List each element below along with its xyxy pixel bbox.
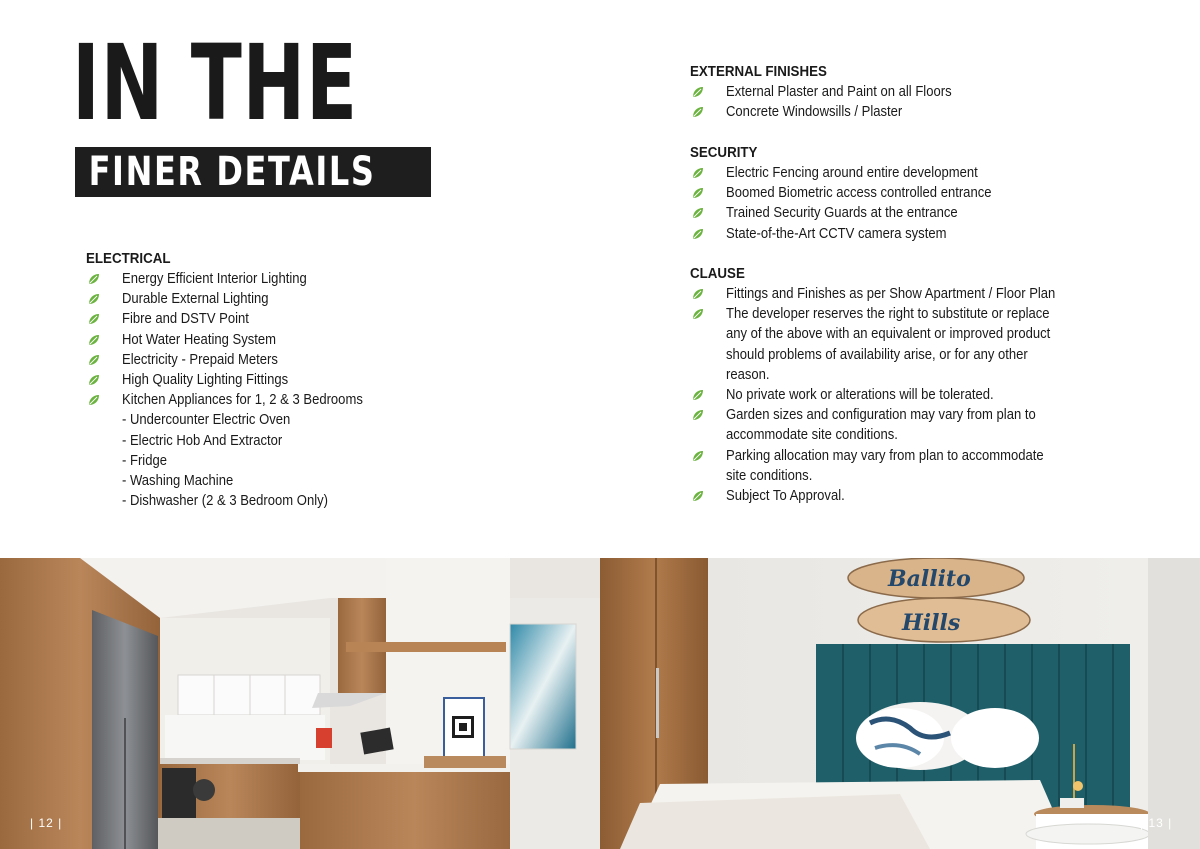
external-finishes-section: [690, 62, 1130, 122]
sub-list-item: [86, 471, 506, 491]
list-item-text: Hot Water Heating System: [122, 331, 276, 348]
clause-section: [690, 264, 1095, 506]
list-item: [690, 102, 1130, 122]
list-item: [690, 304, 1095, 385]
list-item-text: Subject To Approval.: [726, 488, 845, 505]
list-item-text: Parking allocation may vary from plan to accommodate site conditions.: [726, 447, 1044, 484]
leaf-icon: [692, 167, 704, 179]
list-item-text: High Quality Lighting Fittings: [122, 372, 289, 389]
list-item-text: No private work or alterations will be tolerated.: [726, 387, 994, 404]
list-item: [86, 330, 506, 350]
list-item: [86, 370, 506, 390]
sub-list-item: [86, 491, 506, 511]
leaf-icon: [88, 273, 100, 285]
sub-list-item-text: - Undercounter Electric Oven: [122, 412, 291, 429]
leaf-icon: [692, 308, 704, 320]
external-finishes-heading: EXTERNAL FINISHES: [690, 64, 827, 80]
list-item-text: Fittings and Finishes as per Show Apartment / Floor Plan: [726, 286, 1056, 302]
list-item-text: Fibre and DSTV Point: [122, 311, 249, 328]
leaf-icon: [692, 409, 704, 421]
leaf-icon: [692, 389, 704, 401]
list-item-text: State-of-the-Art CCTV camera system: [726, 225, 947, 242]
page-title-line1: IN THE: [72, 22, 358, 144]
list-item: [690, 82, 1130, 102]
leaf-icon: [692, 187, 704, 199]
kitchen-photo: [0, 558, 600, 849]
list-item-text: Electric Fencing around entire development: [726, 165, 978, 181]
sub-list-item: [86, 451, 506, 471]
list-item-text: Kitchen Appliances for 1, 2 & 3 Bedrooms: [122, 392, 363, 409]
list-item-text: Energy Efficient Interior Lighting: [122, 271, 307, 287]
leaf-icon: [88, 354, 100, 366]
leaf-icon: [88, 293, 100, 305]
leaf-icon: [692, 450, 704, 462]
leaf-icon: [88, 394, 100, 406]
list-item: [86, 289, 506, 309]
list-item: [690, 183, 1130, 203]
sub-list-item: [86, 431, 506, 451]
leaf-icon: [692, 228, 704, 240]
kitchen-appliances-sublist: [86, 410, 506, 511]
leaf-icon: [692, 86, 704, 98]
leaf-icon: [88, 334, 100, 346]
list-item: [690, 224, 1130, 244]
list-item-text: Garden sizes and configuration may vary from plan to accommodate site conditions.: [726, 407, 1036, 444]
list-item-text: Electricity - Prepaid Meters: [122, 351, 278, 368]
list-item: [86, 350, 506, 370]
list-item: [690, 446, 1095, 486]
bedroom-sign-line1: Ballito: [888, 566, 971, 592]
page-title-line2: FINER DETAILS: [88, 149, 376, 195]
list-item-text: Durable External Lighting: [122, 291, 269, 308]
leaf-icon: [692, 207, 704, 219]
list-item: [86, 269, 506, 289]
list-item: [86, 309, 506, 329]
page-number-left: | 12 |: [30, 816, 63, 830]
list-item-text: Boomed Biometric access controlled entrance: [726, 185, 992, 202]
clause-list: [690, 284, 1095, 506]
list-item-text: External Plaster and Paint on all Floors: [726, 84, 952, 100]
security-heading: SECURITY: [690, 145, 758, 161]
bedroom-sign-line2: Hills: [902, 610, 961, 636]
list-item: [690, 203, 1130, 223]
security-list: [690, 163, 1130, 244]
bedroom-photo: [600, 558, 1200, 849]
sub-list-item: [86, 410, 506, 430]
leaf-icon: [88, 313, 100, 325]
sub-list-item-text: - Electric Hob And Extractor: [122, 432, 283, 449]
list-item: [86, 390, 506, 410]
security-section: [690, 143, 1130, 244]
list-item: [690, 405, 1095, 445]
sub-list-item-text: - Dishwasher (2 & 3 Bedroom Only): [122, 493, 328, 510]
page-title-line2-banner: [75, 147, 431, 197]
leaf-icon: [88, 374, 100, 386]
list-item: [690, 385, 1095, 405]
leaf-icon: [692, 106, 704, 118]
leaf-icon: [692, 490, 704, 502]
list-item: [690, 163, 1130, 183]
list-item: [690, 284, 1095, 304]
list-item-text: The developer reserves the right to substitute or replace any of the above with an equivalent or improved product should problems of availability arise, or for any other reason.: [726, 306, 1051, 383]
sub-list-item-text: - Washing Machine: [122, 473, 234, 490]
page-number-right: | 13 |: [1140, 816, 1173, 830]
electrical-list: [86, 269, 506, 410]
list-item: [690, 486, 1095, 506]
electrical-heading: ELECTRICAL: [86, 251, 171, 267]
list-item-text: Trained Security Guards at the entrance: [726, 205, 958, 222]
leaf-icon: [692, 288, 704, 300]
sub-list-item-text: - Fridge: [122, 452, 167, 469]
clause-heading: CLAUSE: [690, 266, 745, 282]
list-item-text: Concrete Windowsills / Plaster: [726, 104, 903, 121]
electrical-section: [86, 249, 506, 511]
external-finishes-list: [690, 82, 1130, 122]
